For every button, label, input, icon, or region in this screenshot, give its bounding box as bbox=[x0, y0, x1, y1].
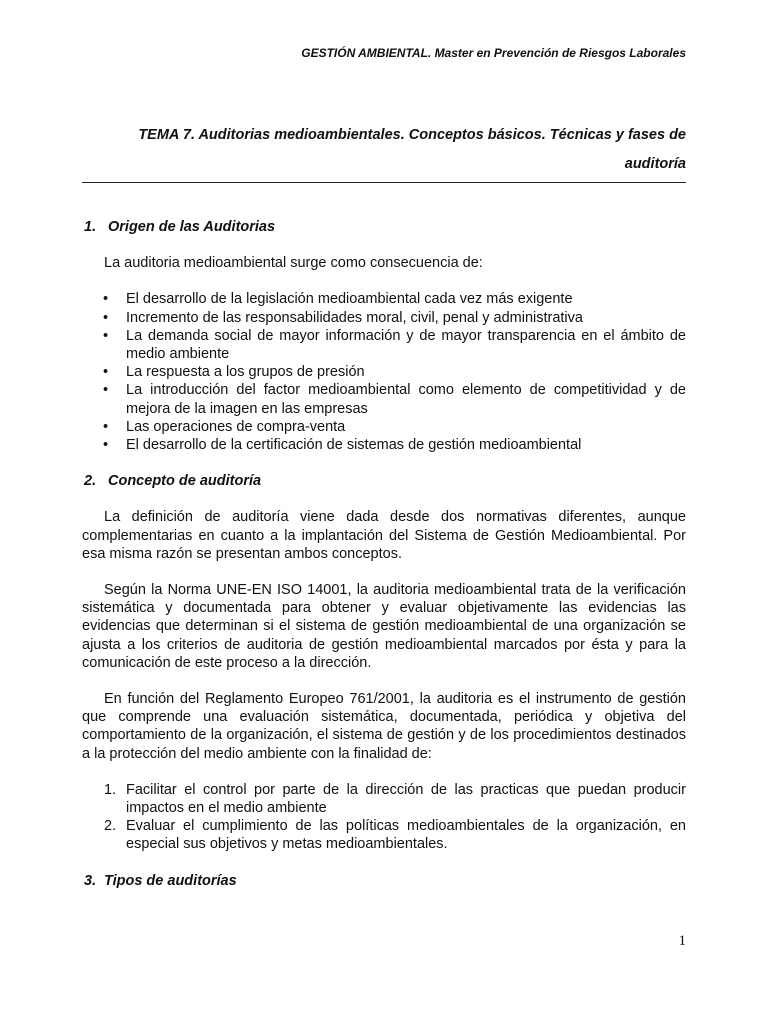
page-number: 1 bbox=[678, 933, 686, 949]
section-2-number: 2. bbox=[84, 473, 97, 490]
running-header: GESTIÓN AMBIENTAL. Master en Prevención de Riesgos Laborales bbox=[301, 46, 686, 60]
list-item: • La respuesta a los grupos de presión bbox=[103, 364, 365, 381]
bullet-icon: • bbox=[103, 309, 109, 326]
bullet-icon: • bbox=[103, 291, 109, 308]
section-2-paragraph-2: Según la Norma UNE-EN ISO 14001, la auditoria medioambiental trata de la verificación sistemática y documentada para obtener y evaluar objetivamente las evidencias las evidencias que determinan si el sistema de gestión medioambiental de una organización se ajusta a los criterios de auditoria de gestión medioambiental marcados por ésta y para la comunicación de este proceso a la dirección. bbox=[82, 582, 686, 671]
bullet-icon: • bbox=[103, 437, 109, 454]
document-title bbox=[82, 121, 686, 179]
section-1-intro: La auditoria medioambiental surge como consecuencia de: bbox=[104, 255, 483, 272]
section-1-bullet-list bbox=[82, 290, 686, 454]
list-item: • El desarrollo de la certificación de sistemas de gestión medioambiental bbox=[103, 437, 582, 454]
list-item: • La introducción del factor medioambiental como elemento de competitividad y de mejora de la imagen en las empresas bbox=[103, 382, 686, 417]
section-1-number: 1. bbox=[84, 219, 97, 235]
document-body bbox=[82, 218, 686, 890]
section-2-numbered-list bbox=[82, 781, 686, 854]
section-2-paragraph-3: En función del Reglamento Europeo 761/2001, la auditoria es el instrumento de gestión que comprende una evaluación sistemática, documentada, periódica y objetiva del comportamiento de la organización, el sistema de gestión y de los procedimientos destinados a la protección del medio ambiente con la finalidad de: bbox=[82, 691, 686, 762]
list-item: 2. Evaluar el cumplimiento de las políticas medioambientales de la organización, en especial sus objetivos y metas medioambientales. bbox=[104, 818, 686, 853]
list-item: • Las operaciones de compra-venta bbox=[103, 418, 346, 435]
section-3-number: 3. bbox=[84, 872, 97, 889]
section-2-heading bbox=[82, 472, 686, 490]
bullet-icon: • bbox=[103, 327, 109, 344]
section-2-title: Concepto de auditoría bbox=[108, 473, 262, 490]
document-title-line-1: TEMA 7. Auditorias medioambientales. Conceptos básicos. Técnicas y fases de bbox=[138, 127, 686, 143]
bullet-icon: • bbox=[103, 418, 109, 435]
bullet-icon: • bbox=[103, 382, 109, 399]
list-item: • El desarrollo de la legislación medioambiental cada vez más exigente bbox=[103, 291, 573, 308]
section-3-heading bbox=[82, 872, 686, 890]
list-item: • La demanda social de mayor información y de mayor transparencia en el ámbito de medio ambiente bbox=[103, 327, 686, 363]
section-1-title: Origen de las Auditorias bbox=[108, 219, 276, 235]
list-number: 1. bbox=[104, 781, 117, 798]
bullet-icon: • bbox=[103, 364, 109, 381]
list-number: 2. bbox=[104, 818, 117, 835]
document-title-line-2: auditoría bbox=[624, 156, 686, 172]
section-3-title: Tipos de auditorías bbox=[104, 872, 237, 889]
title-divider bbox=[82, 182, 686, 183]
list-item: • Incremento de las responsabilidades moral, civil, penal y administrativa bbox=[103, 309, 583, 326]
list-item: 1. Facilitar el control por parte de la dirección de las practicas que puedan producir impactos en el medio ambiente bbox=[104, 781, 686, 817]
section-1-heading bbox=[82, 218, 686, 236]
section-2-paragraph-1: La definición de auditoría viene dada desde dos normativas diferentes, aunque complementarias en cuanto a la implantación del Sistema de Gestión Medioambiental. Por esa misma razón se presentan ambos conceptos. bbox=[82, 509, 686, 562]
